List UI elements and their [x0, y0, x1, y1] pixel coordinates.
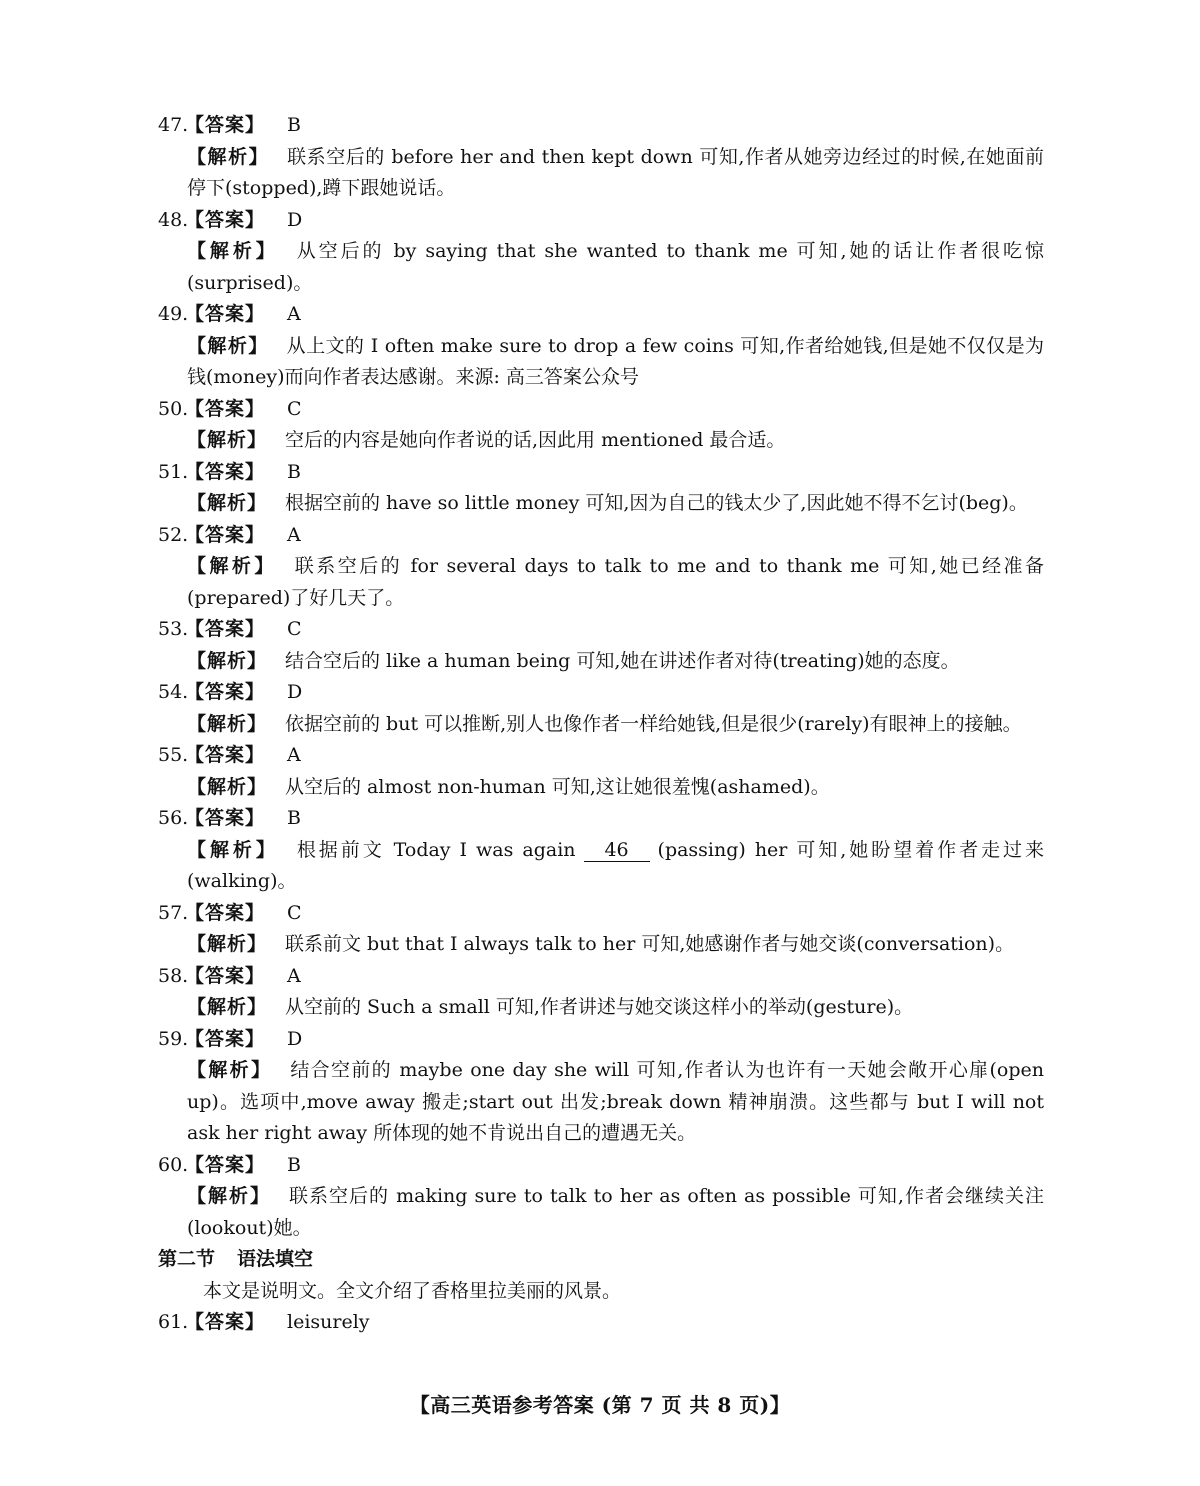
analysis-text: 结合空前的 maybe one day she will 可知,作者认为也许有一天她会敞开心扉(open up)。选项中,move away 搬走;start out 出发;break down 精神崩溃。这些都与 but I will not ask her right away 所体现的她不肯说出自己的遭遇无关。	[187, 1059, 1044, 1144]
blank-46: 46	[584, 839, 650, 862]
question-number: 49.	[158, 303, 189, 325]
section-number: 第二节	[158, 1248, 216, 1270]
section-heading	[158, 1244, 1044, 1276]
analysis-tag: 【解析】	[187, 1059, 273, 1081]
question-50	[158, 394, 1044, 457]
question-54	[158, 677, 1044, 740]
section-intro: 本文是说明文。全文介绍了香格里拉美丽的风景。	[203, 1279, 622, 1302]
analysis-text: 联系空后的 before her and then kept down 可知,作者从她旁边经过的时候,在她面前停下(stopped),蹲下跟她说话。	[187, 145, 1044, 199]
analysis-tag: 【解析】	[187, 429, 268, 451]
answer-value: leisurely	[287, 1311, 370, 1333]
answer-tag: 【答案】	[185, 208, 266, 231]
analysis-text: 根据空前的 have so little money 可知,因为自己的钱太少了,因此她不得不乞讨(beg)。	[285, 492, 1028, 514]
page-footer: 【高三英语参考答案 (第 7 页 共 8 页)】	[409, 1393, 791, 1417]
analysis-text: 联系前文 but that I always talk to her 可知,她感谢作者与她交谈(conversation)。	[285, 933, 1015, 955]
analysis-tag: 【解析】	[187, 240, 279, 262]
question-55	[158, 740, 1044, 803]
question-47	[158, 110, 1044, 205]
analysis-text: 联系空后的 for several days to talk to me and to thank me 可知,她已经准备(prepared)了好几天了。	[187, 555, 1044, 609]
question-number: 54.	[158, 681, 189, 703]
answer-tag: 【答案】	[185, 397, 266, 420]
answer-value: B	[287, 1153, 301, 1176]
analysis-text-before-blank: 根据前文 Today I was again	[296, 838, 576, 861]
question-number: 57.	[158, 901, 189, 924]
question-61	[158, 1307, 1044, 1339]
answer-value: C	[287, 901, 302, 924]
analysis-tag: 【解析】	[187, 712, 268, 735]
analysis-tag: 【解析】	[187, 492, 268, 514]
question-51	[158, 457, 1044, 520]
answer-tag: 【答案】	[185, 523, 266, 546]
question-number: 53.	[158, 618, 189, 640]
question-number: 61.	[158, 1311, 189, 1333]
analysis-text: 从空前的 Such a small 可知,作者讲述与她交谈这样小的举动(gesture)。	[285, 996, 914, 1018]
answer-tag: 【答案】	[185, 1311, 266, 1333]
answer-tag: 【答案】	[185, 460, 266, 483]
analysis-text: 依据空前的 but 可以推断,别人也像作者一样给她钱,但是很少(rarely)有眼神上的接触。	[285, 712, 1022, 735]
question-60	[158, 1150, 1044, 1245]
answer-tag: 【答案】	[185, 964, 266, 987]
question-56	[158, 803, 1044, 898]
answer-value: B	[287, 807, 301, 829]
question-58	[158, 961, 1044, 1024]
question-52	[158, 520, 1044, 615]
answer-value: A	[287, 303, 301, 325]
question-number: 58.	[158, 964, 189, 987]
answer-tag: 【答案】	[185, 807, 266, 829]
question-number: 60.	[158, 1153, 189, 1176]
question-number: 50.	[158, 397, 189, 420]
question-number: 48.	[158, 208, 189, 231]
analysis-text: 从空后的 almost non-human 可知,这让她很羞愧(ashamed)。	[285, 775, 830, 798]
answer-value: D	[287, 208, 303, 231]
answer-value: B	[287, 114, 301, 136]
question-59	[158, 1024, 1044, 1150]
analysis-text: 空后的内容是她向作者说的话,因此用 mentioned 最合适。	[285, 429, 786, 451]
analysis-tag: 【解析】	[187, 145, 270, 168]
question-57	[158, 898, 1044, 961]
analysis-tag: 【解析】	[187, 1185, 272, 1207]
answer-tag: 【答案】	[185, 901, 266, 924]
analysis-text-after-blank: (passing) her 可知,她盼望着作者走过来(walking)。	[187, 838, 1044, 892]
answer-value: A	[287, 523, 301, 546]
answer-value: A	[287, 744, 301, 766]
analysis-text: 从空后的 by saying that she wanted to thank me 可知,她的话让作者很吃惊(surprised)。	[187, 240, 1044, 294]
question-48	[158, 205, 1044, 300]
analysis-tag: 【解析】	[187, 838, 279, 861]
analysis-tag: 【解析】	[187, 649, 268, 672]
question-number: 52.	[158, 523, 189, 546]
analysis-tag: 【解析】	[187, 933, 268, 955]
question-number: 47.	[158, 114, 189, 136]
answer-value: C	[287, 618, 302, 640]
question-number: 59.	[158, 1027, 189, 1050]
answer-tag: 【答案】	[185, 681, 266, 703]
answer-value: C	[287, 397, 302, 420]
answer-value: A	[287, 964, 301, 987]
answer-tag: 【答案】	[185, 1027, 266, 1050]
question-53	[158, 614, 1044, 677]
analysis-text: 联系空后的 making sure to talk to her as often as possible 可知,作者会继续关注(lookout)她。	[187, 1185, 1044, 1239]
analysis-text: 结合空后的 like a human being 可知,她在讲述作者对待(treating)她的态度。	[285, 649, 960, 672]
question-number: 51.	[158, 460, 189, 483]
analysis-tag: 【解析】	[187, 555, 277, 577]
answer-tag: 【答案】	[185, 744, 266, 766]
analysis-text: 从上文的 I often make sure to drop a few coins 可知,作者给她钱,但是她不仅仅是为钱(money)而向作者表达感谢。来源: 高三答案公众号	[187, 334, 1044, 388]
answer-tag: 【答案】	[185, 303, 266, 325]
question-number: 55.	[158, 744, 189, 766]
answer-value: B	[287, 460, 301, 483]
answer-list	[158, 110, 1044, 1339]
answer-tag: 【答案】	[185, 1153, 266, 1176]
question-number: 56.	[158, 807, 189, 829]
section-name: 语法填空	[237, 1248, 314, 1270]
answer-tag: 【答案】	[185, 618, 266, 640]
question-49	[158, 299, 1044, 394]
answer-tag: 【答案】	[185, 114, 266, 136]
answer-value: D	[287, 681, 303, 703]
analysis-tag: 【解析】	[187, 775, 268, 798]
answer-value: D	[287, 1027, 303, 1050]
analysis-tag: 【解析】	[187, 334, 269, 357]
analysis-tag: 【解析】	[187, 996, 268, 1018]
